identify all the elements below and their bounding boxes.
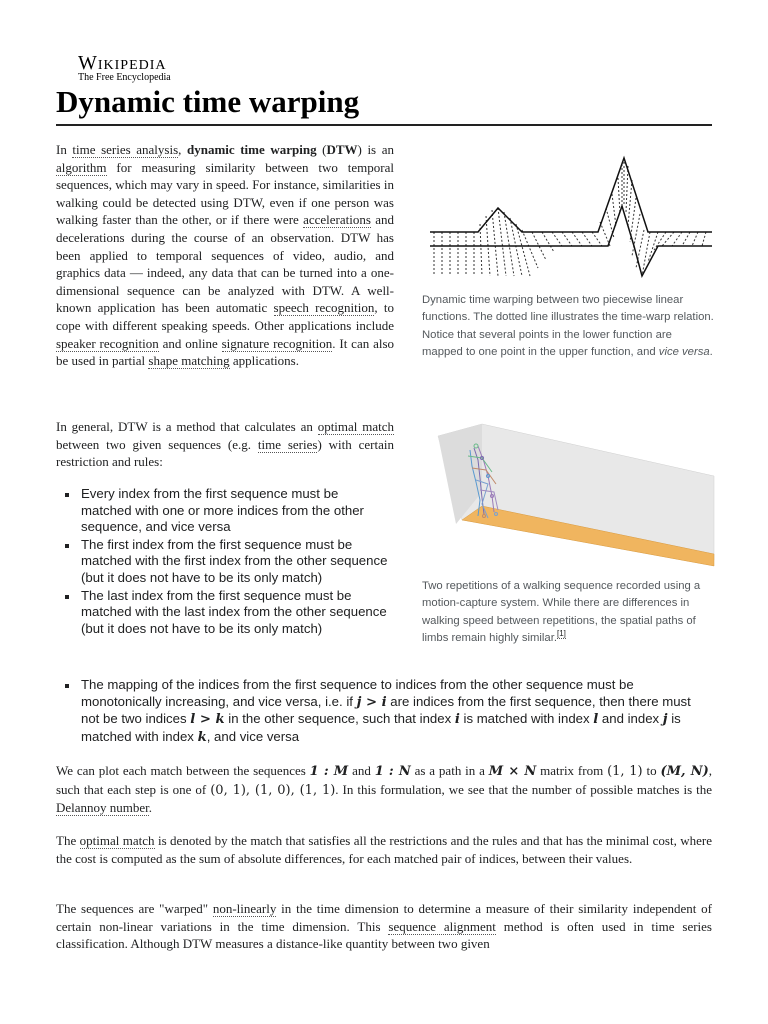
link-shape-matching[interactable]: shape matching xyxy=(148,353,230,369)
rules-list xyxy=(56,486,388,638)
link-speech-recognition[interactable]: speech recognition xyxy=(273,300,375,316)
link-algorithm[interactable]: algorithm xyxy=(56,159,107,175)
rules-list-continued xyxy=(56,677,712,747)
matrix-path-paragraph: We can plot each match between the sequences 1 : M and 1 : N as a path in a M × N matrix from (1, 1) to (M, N), such that each step is one of (0, 1), (1, 0), (1, 1). In this formulation, we see that the number of possible matches is the Delannoy number. xyxy=(56,763,713,816)
upper-function-line xyxy=(430,158,712,232)
title-divider xyxy=(56,124,712,126)
link-sequence-alignment[interactable]: sequence alignment xyxy=(388,918,496,934)
wikipedia-tagline: The Free Encyclopedia xyxy=(78,72,171,83)
dtw-piecewise-diagram xyxy=(422,150,718,285)
dtw-warp-lines xyxy=(434,158,706,276)
link-time-series-analysis[interactable]: time series analysis xyxy=(72,142,179,157)
link-optimal-match[interactable]: optimal match xyxy=(317,419,395,434)
footnote-1-link[interactable]: [1] xyxy=(556,629,566,639)
link-time-series[interactable]: time series xyxy=(257,436,318,452)
term-dtw: DTW xyxy=(326,142,358,157)
rule-item: The mapping of the indices from the first sequence to indices from the other sequence must be monotonically increasing, and vice versa, i.e. if j > i are indices from the first sequence, then there must not be two indices l > k in the other sequence, such that index i is matched with index l and index j is matched with index k, and vice versa xyxy=(56,677,712,746)
link-speaker-recognition[interactable]: speaker recognition xyxy=(56,335,159,351)
rule-item: The last index from the first sequence must be matched with the last index from the other sequence (but it does not have to be its only match) xyxy=(56,588,388,638)
lower-function-line xyxy=(430,206,712,276)
figure-2-caption: Two repetitions of a walking sequence recorded using a motion-capture system. While there are differences in walking speed between repetitions, the spatial paths of limbs remain highly similar.[1] xyxy=(422,580,701,645)
motion-capture-figure xyxy=(422,420,718,572)
link-delannoy-number[interactable]: Delannoy number xyxy=(56,800,149,816)
link-optimal-match-2[interactable]: optimal match xyxy=(79,833,155,848)
link-signature-recognition[interactable]: signature recognition xyxy=(221,335,333,351)
rule-item: Every index from the first sequence must be matched with one or more indices from the other sequence, and vice versa xyxy=(56,486,388,536)
optimal-match-paragraph: The optimal match is denoted by the match that satisfies all the restrictions and the rules and that has the minimal cost, where the cost is computed as the sum of absolute differences, for each matched pair of indices, between their values. xyxy=(56,833,712,866)
wikipedia-wordmark: Wikipedia xyxy=(78,52,167,74)
intro-paragraph: In time series analysis, dynamic time warping (DTW) is an algorithm for measuring similarity between two temporal sequences, which may vary in speed. For instance, similarities in walking could be detected using DTW, even if one person was walking faster than the other, or if there were accelerations and decelerations during the course of an observation. DTW has been applied to temporal sequences of video, audio, and graphics data — indeed, any data that can be turned into a one-dimensional sequence can be analyzed with DTW. A well-known application has been automatic speech recognition, to cope with different speaking speeds. Other applications include speaker recognition and online signature recognition. It can also be used in partial shape matching applications. xyxy=(56,142,395,369)
figure-1-caption: Dynamic time warping between two piecewise linear functions. The dotted line illustrates the time-warp relation. Notice that several points in the lower function are mapped to one point in the upper function, and vice versa. xyxy=(422,294,714,359)
general-paragraph: In general, DTW is a method that calculates an optimal match between two given sequences (e.g. time series) with certain restriction and rules: xyxy=(56,419,395,470)
term-dtw-full: dynamic time warping xyxy=(186,142,317,157)
warping-paragraph: The sequences are "warped" non-linearly in the time dimension to determine a measure of their similarity independent of certain non-linear variations in the time dimension. This sequence alignment method is often used in time series classification. Although DTW measures a distance-like quantity between two given xyxy=(56,901,713,952)
link-accelerations[interactable]: accelerations xyxy=(303,212,371,228)
rule-item: The first index from the first sequence must be matched with the first index from the other sequence (but it does not have to be its only match) xyxy=(56,537,388,587)
page-title: Dynamic time warping xyxy=(56,84,360,119)
link-non-linearly[interactable]: non-linearly xyxy=(212,901,277,916)
